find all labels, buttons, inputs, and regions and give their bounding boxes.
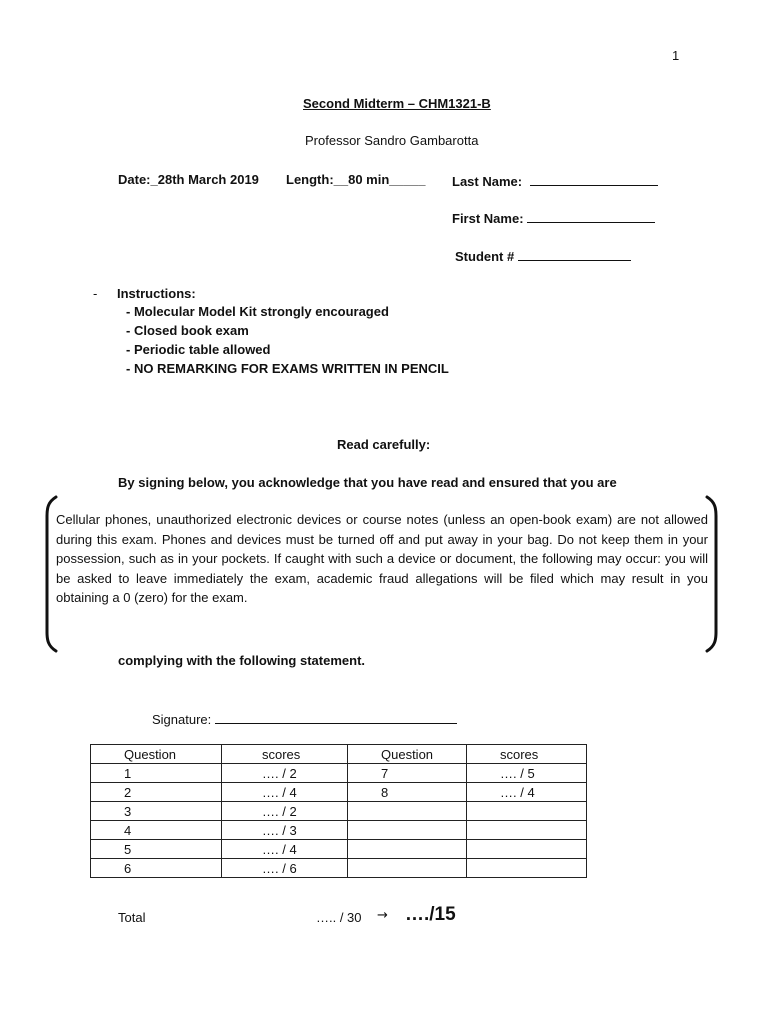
total-label: Total <box>118 910 146 925</box>
table-cell: 5 <box>91 840 222 859</box>
table-row <box>91 783 587 802</box>
table-cell <box>467 802 587 821</box>
signature-line <box>215 710 457 724</box>
table-cell: 1 <box>91 764 222 783</box>
signature-label: Signature: <box>152 712 212 727</box>
table-cell: …. / 3 <box>222 821 348 840</box>
table-cell: 3 <box>91 802 222 821</box>
last-name-label: Last Name: <box>452 174 523 189</box>
instruction-item: - Periodic table allowed <box>126 342 271 357</box>
table-header: Question <box>91 745 222 764</box>
professor-name: Professor Sandro Gambarotta <box>305 133 479 148</box>
student-number-label: Student # <box>455 249 515 264</box>
arrow-right-icon: → <box>377 908 388 923</box>
instructions-heading: Instructions: <box>117 286 196 301</box>
table-row <box>91 764 587 783</box>
table-cell: 2 <box>91 783 222 802</box>
table-cell: …. / 4 <box>467 783 587 802</box>
table-cell: …. / 6 <box>222 859 348 878</box>
instructions-bullet: - <box>93 286 98 301</box>
first-name-line <box>527 209 655 223</box>
table-cell: 7 <box>348 764 467 783</box>
table-cell <box>348 802 467 821</box>
table-cell: …. / 4 <box>222 840 348 859</box>
instruction-item: - NO REMARKING FOR EXAMS WRITTEN IN PENCIL <box>126 361 449 376</box>
table-cell <box>467 821 587 840</box>
first-name-field <box>452 209 655 226</box>
table-cell <box>348 821 467 840</box>
exam-length: Length:__80 min_____ <box>286 172 426 187</box>
complying-text: complying with the following statement. <box>118 653 366 668</box>
table-cell <box>348 840 467 859</box>
last-name-line <box>530 172 658 186</box>
table-cell: …. / 2 <box>222 802 348 821</box>
instruction-item: - Closed book exam <box>126 323 249 338</box>
table-cell: 4 <box>91 821 222 840</box>
table-cell: 8 <box>348 783 467 802</box>
table-header: Question <box>348 745 467 764</box>
table-row <box>91 802 587 821</box>
table-cell <box>348 859 467 878</box>
page-number: 1 <box>672 48 680 63</box>
student-number-field <box>455 247 631 264</box>
table-cell: …. / 2 <box>222 764 348 783</box>
table-row <box>91 859 587 878</box>
table-row <box>91 821 587 840</box>
final-score: …./15 <box>405 904 456 925</box>
table-header: scores <box>222 745 348 764</box>
total-score: ….. / 30 <box>316 910 362 925</box>
read-carefully-heading: Read carefully: <box>337 437 431 452</box>
table-cell: …. / 4 <box>222 783 348 802</box>
signature-field <box>152 710 457 727</box>
exam-date: Date:_28th March 2019 <box>118 172 259 187</box>
table-row <box>91 840 587 859</box>
table-cell <box>467 840 587 859</box>
last-name-field <box>452 172 658 189</box>
table-cell: 6 <box>91 859 222 878</box>
first-name-label: First Name: <box>452 211 524 226</box>
instruction-item: - Molecular Model Kit strongly encouraged <box>126 304 389 319</box>
exam-rules-statement: Cellular phones, unauthorized electronic devices or course notes (unless an open-book exam) are not allowed during this exam. Phones and devices must be turned off and put away in your bag. Do not keep them in your possession, such as in your pockets. If caught with such a device or document, the following may occur: you will be asked to leave immediately the exam, academic fraud allegations will be filed which may result in you obtaining a 0 (zero) for the exam. <box>56 512 708 605</box>
table-cell: …. / 5 <box>467 764 587 783</box>
student-number-line <box>518 247 631 261</box>
exam-title: Second Midterm – CHM1321-B <box>303 96 491 111</box>
table-cell <box>467 859 587 878</box>
table-header: scores <box>467 745 587 764</box>
acknowledge-text: By signing below, you acknowledge that you have read and ensured that you are <box>118 475 617 490</box>
table-header-row <box>91 745 587 764</box>
score-table <box>90 744 587 878</box>
